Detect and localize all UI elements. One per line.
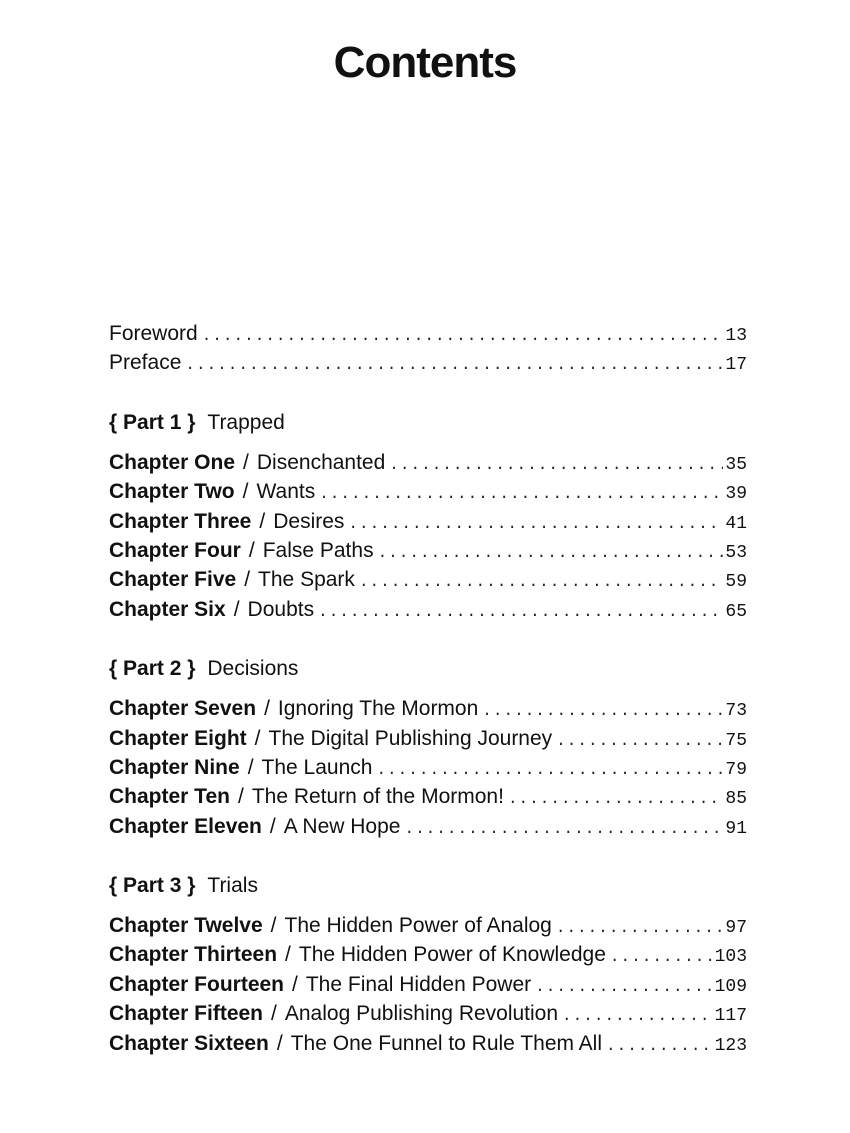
toc-entry[interactable] [109,568,747,597]
entry-title: Foreword [109,322,198,345]
chapter-number: Chapter Two [109,480,235,504]
chapter-title: The Spark [258,568,355,592]
page-number: 41 [725,513,747,534]
chapter-number: Chapter Eleven [109,814,262,838]
toc-entry[interactable] [109,785,747,814]
chapter-title: Analog Publishing Revolution [284,1002,559,1026]
toc-entry[interactable] [109,914,747,943]
separator: / [269,814,276,838]
dot-leader [376,761,723,779]
chapter-number: Chapter Fifteen [109,1002,264,1026]
dot-leader [185,356,723,374]
page-number: 79 [725,759,747,780]
toc-entry[interactable] [109,815,747,844]
page-number: 117 [714,1006,747,1027]
dot-leader [318,603,723,621]
chapter-title: The Hidden Power of Analog [284,914,552,938]
separator: / [237,785,244,809]
chapter-number: Chapter Thirteen [109,943,278,967]
page-number: 65 [725,601,747,622]
chapter-title: The Hidden Power of Knowledge [298,943,606,967]
part-name: Decisions [207,657,299,681]
toc-entry[interactable] [109,510,747,539]
chapter-number: Chapter Four [109,538,241,562]
part-name: Trials [207,874,258,898]
part-tag: { Part 3 } [109,874,196,898]
separator: / [271,1002,277,1026]
page-number: 97 [725,918,747,939]
chapter-title: Desires [273,509,345,533]
chapter-number: Chapter Nine [109,755,240,779]
separator: / [244,568,251,592]
part-heading [109,411,747,441]
separator: / [254,726,261,750]
separator: / [285,943,291,967]
separator: / [242,480,249,504]
toc-entry[interactable] [109,480,747,509]
toc-entry[interactable] [109,943,747,972]
part-heading [109,874,747,904]
chapter-number: Chapter Seven [109,697,257,721]
separator: / [248,538,255,562]
separator: / [243,450,249,474]
chapter-title: Ignoring The Mormon [277,697,479,721]
part-heading [109,657,747,687]
toc-entry[interactable] [109,1002,747,1031]
page-number: 109 [714,976,747,997]
toc-entry[interactable] [109,539,747,568]
chapter-number: Chapter Fourteen [109,972,285,996]
chapter-title: The Final Hidden Power [305,972,532,996]
toc-entry[interactable] [109,451,747,480]
page-number: 103 [714,947,747,968]
dot-leader [389,456,723,474]
separator: / [264,697,270,721]
chapter-title: Disenchanted [256,450,386,474]
toc-entry[interactable] [109,697,747,726]
separator: / [292,972,298,996]
dot-leader [610,948,713,966]
page-number: 39 [725,484,747,505]
toc-entry[interactable] [109,598,747,627]
chapter-number: Chapter Five [109,568,237,592]
toc-entry-preface[interactable] [109,351,747,380]
chapter-number: Chapter Sixteen [109,1031,269,1055]
page-number: 59 [725,572,747,593]
toc-entry[interactable] [109,727,747,756]
page-number: 73 [725,701,747,722]
chapter-number: Chapter Twelve [109,914,263,938]
chapter-title: False Paths [262,538,374,562]
separator: / [259,509,266,533]
dot-leader [535,978,712,996]
chapter-number: Chapter Ten [109,785,230,809]
dot-leader [404,820,723,838]
page-number: 13 [725,326,747,346]
dot-leader [556,732,723,750]
toc-entry[interactable] [109,973,747,1002]
page-number: 17 [725,355,747,376]
page-title: Contents [333,38,517,87]
page-number: 123 [714,1035,747,1056]
chapter-title: The Return of the Mormon! [251,785,504,809]
toc-entry[interactable] [109,1032,747,1061]
chapter-title: Wants [256,480,316,504]
chapter-number: Chapter Six [109,597,226,621]
separator: / [276,1031,283,1055]
page-number: 85 [725,789,747,810]
dot-leader [319,485,723,503]
dot-leader [202,327,724,345]
page-number: 91 [725,818,747,839]
page-number: 75 [725,730,747,751]
separator: / [233,597,240,621]
dot-leader [508,790,723,808]
part-tag: { Part 1 } [109,410,196,434]
chapter-number: Chapter Eight [109,726,247,750]
toc-entry[interactable] [109,756,747,785]
part-name: Trapped [207,410,285,434]
page-number: 35 [725,454,747,475]
separator: / [270,914,277,938]
dot-leader [556,919,724,937]
dot-leader [482,702,723,720]
entry-title: Preface [109,351,182,375]
part-tag: { Part 2 } [109,657,196,681]
chapter-title: A New Hope [283,814,401,838]
chapter-title: The One Funnel to Rule Them All [290,1031,603,1055]
chapter-title: The Digital Publishing Journey [268,726,553,750]
table-of-contents [109,322,747,1061]
dot-leader [606,1037,713,1055]
dot-leader [378,544,724,562]
toc-entry-foreword[interactable] [109,322,747,351]
dot-leader [359,573,723,591]
separator: / [247,755,254,779]
chapter-number: Chapter One [109,450,236,474]
chapter-title: The Launch [261,755,373,779]
chapter-title: Doubts [247,597,315,621]
page-number: 53 [725,542,747,563]
chapter-number: Chapter Three [109,509,252,533]
dot-leader [348,515,723,533]
dot-leader [562,1007,713,1025]
